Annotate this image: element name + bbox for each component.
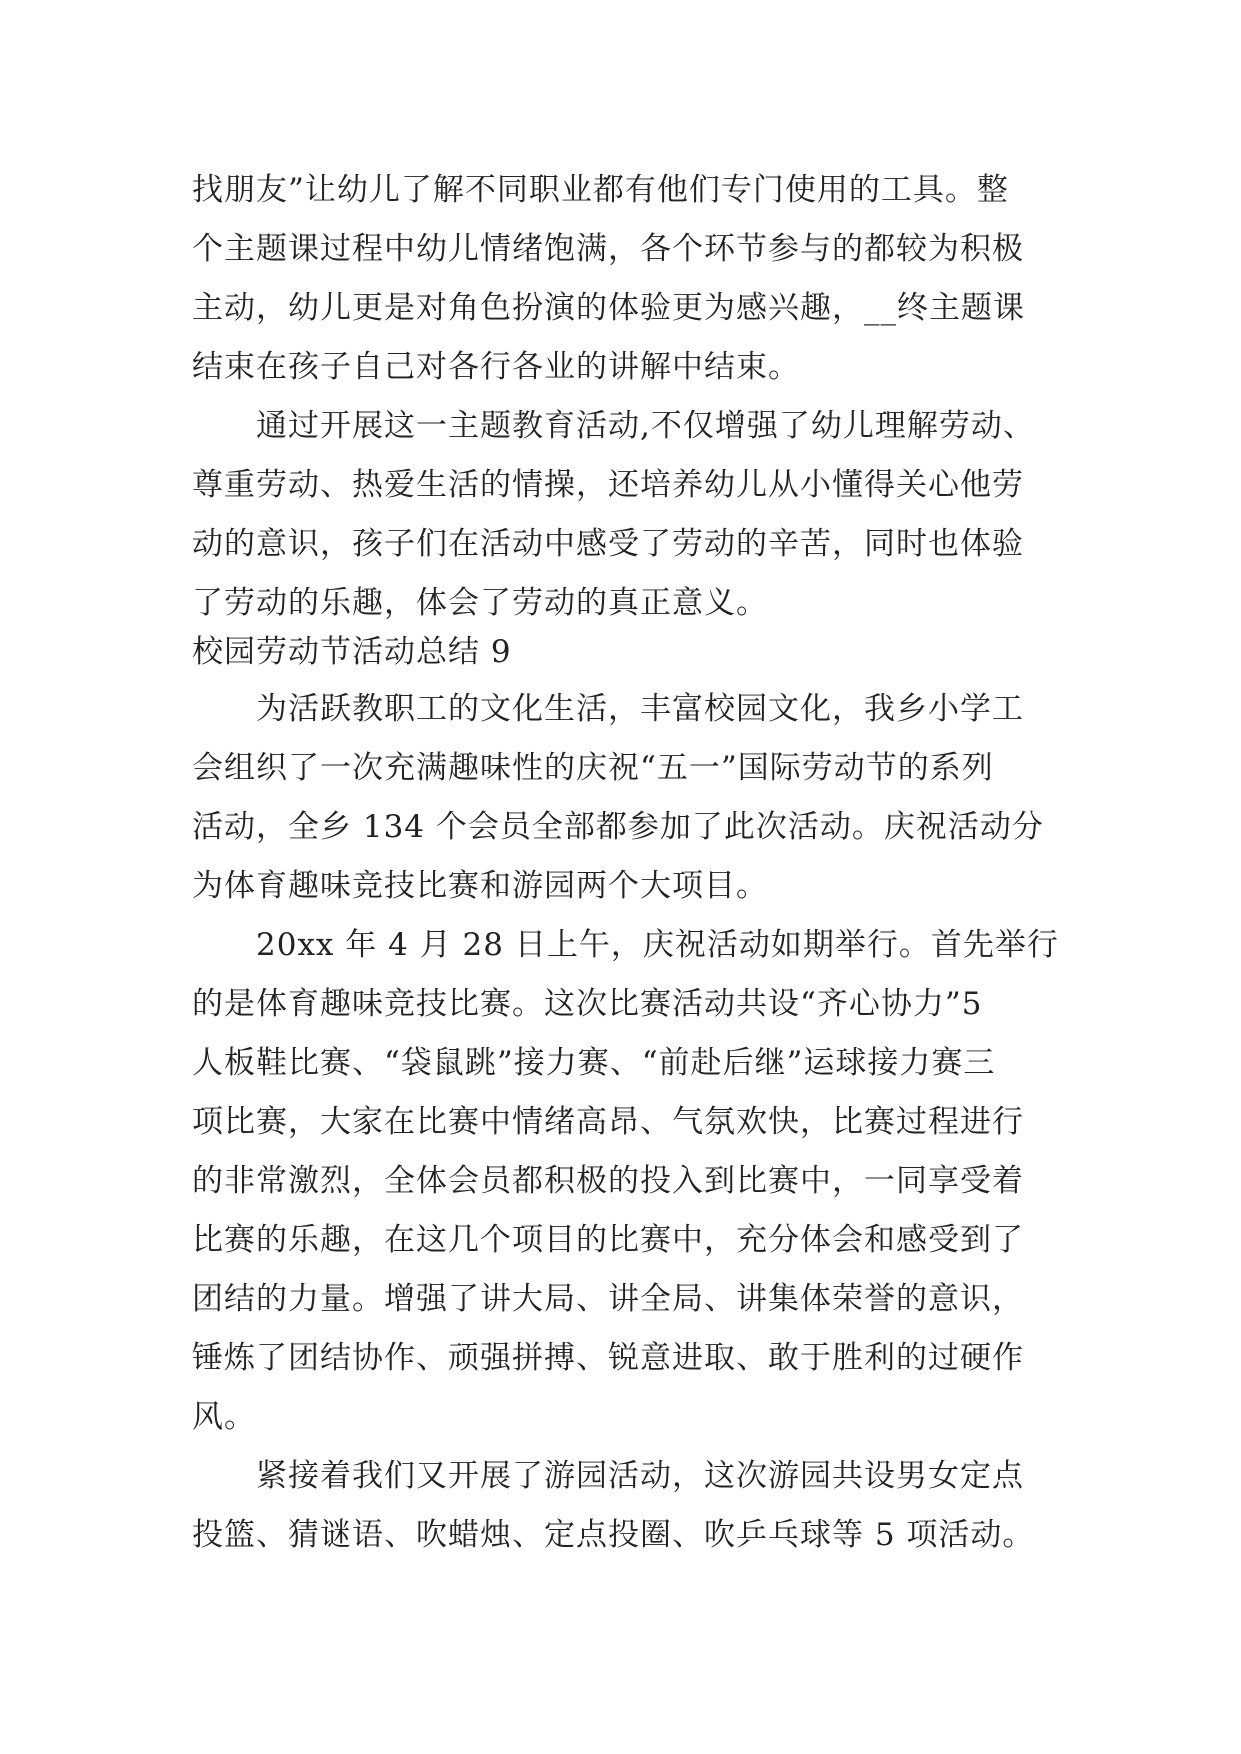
text-line: 的非常激烈，全体会员都积极的投入到比赛中，一同享受着 bbox=[192, 1163, 1024, 1199]
text-line: 人板鞋比赛、“袋鼠跳”接力赛、“前赴后继”运球接力赛三 bbox=[192, 1045, 996, 1081]
paragraph-first-line: 紧接着我们又开展了游园活动，这次游园共设男女定点 bbox=[256, 1458, 1024, 1494]
text-line: 动的意识，孩子们在活动中感受了劳动的辛苦，同时也体验 bbox=[192, 526, 1024, 562]
text-line: 锤炼了团结协作、顽强拼搏、锐意进取、敢于胜利的过硬作 bbox=[192, 1340, 1024, 1376]
text-line: 投篮、猜谜语、吹蜡烛、定点投圈、吹乒乓球等 5 项活动。 bbox=[192, 1517, 1035, 1553]
paragraph-first-line: 20xx 年 4 月 28 日上午，庆祝活动如期举行。首先举行 bbox=[256, 927, 1059, 963]
text-line: 为体育趣味竞技比赛和游园两个大项目。 bbox=[192, 868, 768, 904]
text-line: 项比赛，大家在比赛中情绪高昂、气氛欢快，比赛过程进行 bbox=[192, 1104, 1024, 1140]
text-line: 比赛的乐趣，在这几个项目的比赛中，充分体会和感受到了 bbox=[192, 1222, 1024, 1258]
text-line: 的是体育趣味竞技比赛。这次比赛活动共设“齐心协力”5 bbox=[192, 986, 983, 1022]
text-line: 活动，全乡 134 个会员全部都参加了此次活动。庆祝活动分 bbox=[192, 809, 1044, 845]
text-line: 风。 bbox=[192, 1399, 256, 1435]
text-line: 结束在孩子自己对各行各业的讲解中结束。 bbox=[192, 349, 800, 385]
text-line: 主动，幼儿更是对角色扮演的体验更为感兴趣，__终主题课 bbox=[192, 290, 1025, 326]
text-line: 找朋友”让幼儿了解不同职业都有他们专门使用的工具。整 bbox=[192, 172, 1009, 208]
text-line: 团结的力量。增强了讲大局、讲全局、讲集体荣誉的意识， bbox=[192, 1281, 1024, 1317]
text-line: 会组织了一次充满趣味性的庆祝“五一”国际劳动节的系列 bbox=[192, 750, 994, 786]
section-heading: 校园劳动节活动总结 9 bbox=[192, 634, 512, 670]
paragraph-first-line: 通过开展这一主题教育活动,不仅增强了幼儿理解劳动、 bbox=[256, 408, 1035, 444]
text-line: 个主题课过程中幼儿情绪饱满，各个环节参与的都较为积极 bbox=[192, 231, 1024, 267]
text-line: 了劳动的乐趣，体会了劳动的真正意义。 bbox=[192, 585, 768, 621]
paragraph-first-line: 为活跃教职工的文化生活，丰富校园文化，我乡小学工 bbox=[256, 691, 1024, 727]
text-line: 尊重劳动、热爱生活的情操，还培养幼儿从小懂得关心他劳 bbox=[192, 467, 1024, 503]
